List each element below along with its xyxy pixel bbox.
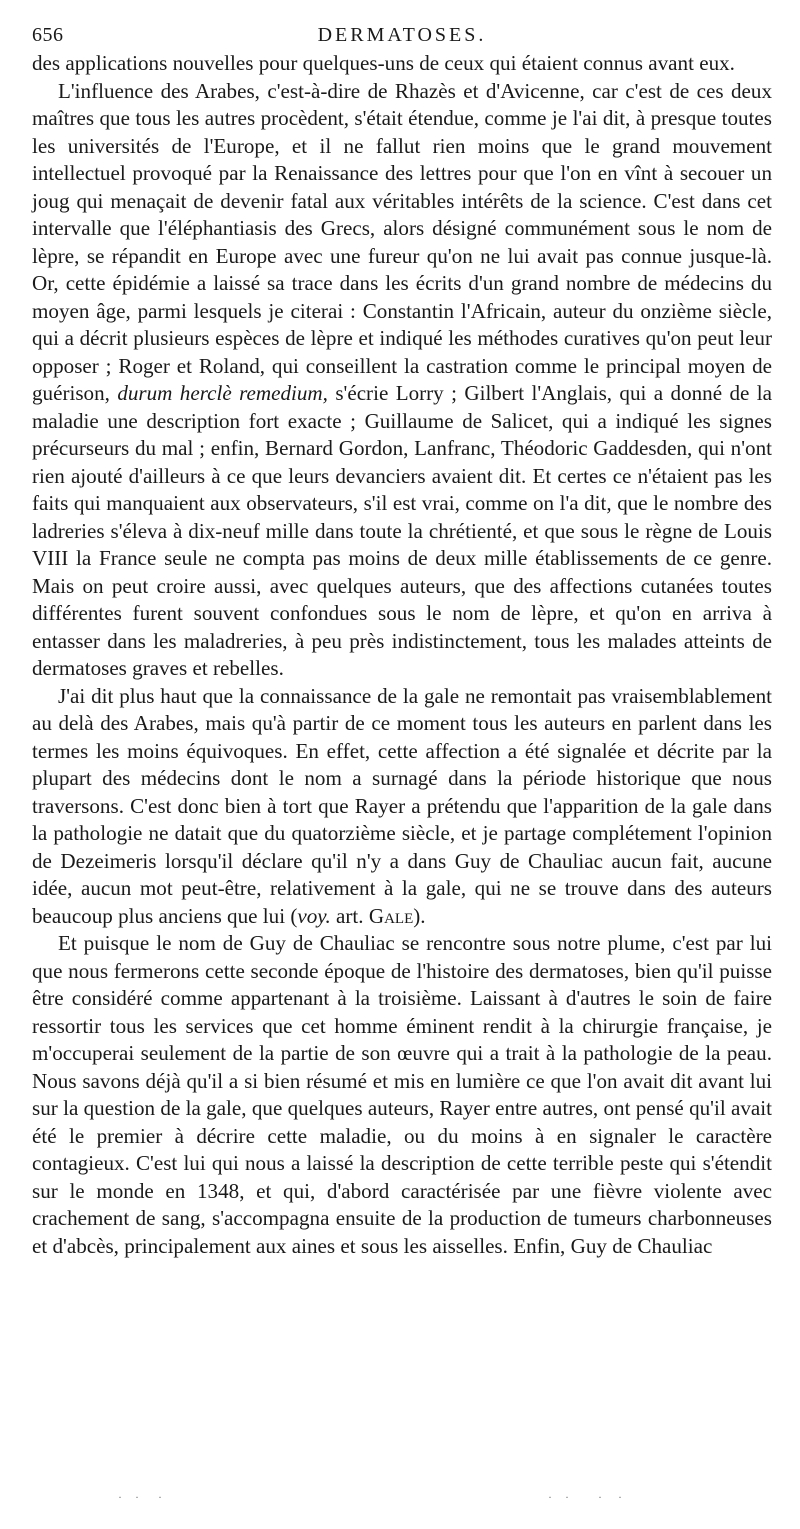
paragraph-text: des applications nouvelles pour quelques-uns de ceux qui étaient connus avant eux.: [32, 51, 735, 75]
print-speck: ·: [135, 1490, 139, 1504]
paragraph-2: [32, 78, 772, 683]
reference-art: art.: [336, 903, 364, 928]
paragraph-1: [32, 50, 772, 78]
latin-quote: durum herclè remedium,: [117, 381, 328, 405]
page-header: [32, 18, 772, 48]
page: [32, 18, 772, 1260]
paragraph-4: [32, 930, 772, 1260]
print-speck: ·: [118, 1490, 122, 1504]
print-speck: ·: [158, 1490, 162, 1504]
running-head: DERMATOSES.: [317, 24, 487, 46]
paragraph-text-end: ).: [413, 903, 426, 928]
paragraph-text-after: s'écrie Lorry ; Gilbert l'Anglais, qui a donné de la maladie une description fort exacte ; Guillaume de Salicet, qui a indiqué les signes précurseurs du mal ; enfin, Bernard Gordon, Lanfranc, Théodoric Gaddesden, qui n'ont rien ajouté d'ailleurs à ce que leurs devanciers avaient dit. Et certes ce n'étaient pas les faits qui manquaient aux observateurs, s'il est vrai, comme on l'a dit, que le nombre des ladreries s'éleva à dix-neuf mille dans toute la chrétienté, et que sous le règne de Louis VIII la France seule ne compta pas moins de deux mille établissements de ce genre. Mais on peut croire aussi, avec quelques auteurs, que des affections cutanées toutes différentes furent souvent confondues sous le nom de lèpre, et qu'on en arriva à entasser dans les maladreries, à peu près indistinctement, tous les malades atteints de dermatoses graves et rebelles.: [32, 381, 772, 680]
paragraph-text: L'influence des Arabes, c'est-à-dire de Rhazès et d'Avicenne, car c'est de ces deux maîtres que tous les autres procèdent, s'était étendue, comme je l'ai dit, à presque toutes les universités de l'Europe, et il ne fallut rien moins que le grand mouvement intellectuel provoqué par la Renaissance des lettres pour que l'on en vînt à secouer un joug qui menaçait de devenir fatal aux véritables intérêts de la science. C'est dans cet intervalle que l'éléphantiasis des Grecs, alors désigné communément sous le nom de lèpre, se répandit en Europe avec une fureur qu'on ne lui avait pas connue jusque-là. Or, cette épidémie a laissé sa trace dans les écrits d'un grand nombre de médecins du moyen âge, parmi lesquels je citerai : Constantin l'Africain, auteur du onzième siècle, qui a décrit plusieurs espèces de lèpre et indiqué les méthodes curatives qu'on peut leur opposer ; Roger et Roland, qui conseillent la castration comme le principal moyen de guérison,: [32, 78, 772, 405]
paragraph-3: [32, 683, 772, 931]
page-number: 656: [32, 24, 64, 46]
footer-print-marks: [0, 1490, 800, 1502]
print-speck: ·: [565, 1490, 569, 1504]
paragraph-text: J'ai dit plus haut que la connaissance de la gale ne remontait pas vraisemblablement au delà des Arabes, mais qu'à partir de ce moment tous les auteurs en parlent dans les termes les moins équivoques. En effet, cette affection a été signalée et décrite par la plupart des médecins dont le nom a surnagé dans la période historique que nous traversons. C'est donc bien à tort que Rayer a prétendu que l'apparition de la gale dans la pathologie ne datait que du quatorzième siècle, et je partage complétement l'opinion de Dezeimeris lorsqu'il déclare qu'il n'y a dans Guy de Chauliac aucun fait, aucune idée, aucun mot peut-être, relativement à la gale, qui ne se trouve dans des auteurs beaucoup plus anciens que lui (: [32, 683, 772, 928]
print-speck: ·: [618, 1490, 622, 1504]
body-text: [32, 50, 772, 1260]
reference-gale: Gale: [368, 903, 414, 928]
print-speck: ·: [548, 1490, 552, 1504]
paragraph-text: Et puisque le nom de Guy de Chauliac se rencontre sous notre plume, c'est par lui que nous fermerons cette seconde époque de l'histoire des dermatoses, bien qu'il puisse être considéré comme appartenant à la troisième. Laissant à d'autres le soin de faire ressortir tous les services que cet homme éminent rendit à la chirurgie française, je m'occuperai seulement de la partie de son œuvre qui a trait à la pathologie de la peau. Nous savons déjà qu'il a si bien résumé et mis en lumière ce que l'on avait dit avant lui sur la question de la gale, que quelques auteurs, Rayer entre autres, ont pensé qu'il avait été le premier à décrire cette maladie, ou du moins à en signaler le caractère contagieux. C'est lui qui nous a laissé la description de cette terrible peste qui s'étendit sur le monde en 1348, et qui, d'abord caractérisée par une fièvre violente avec crachement de sang, s'accompagna ensuite de la production de tumeurs charbonneuses et d'abcès, principalement aux aines et sous les aisselles. Enfin, Guy de Chauliac: [32, 931, 772, 1258]
print-speck: ·: [598, 1490, 602, 1504]
reference-voy: voy.: [297, 903, 331, 928]
